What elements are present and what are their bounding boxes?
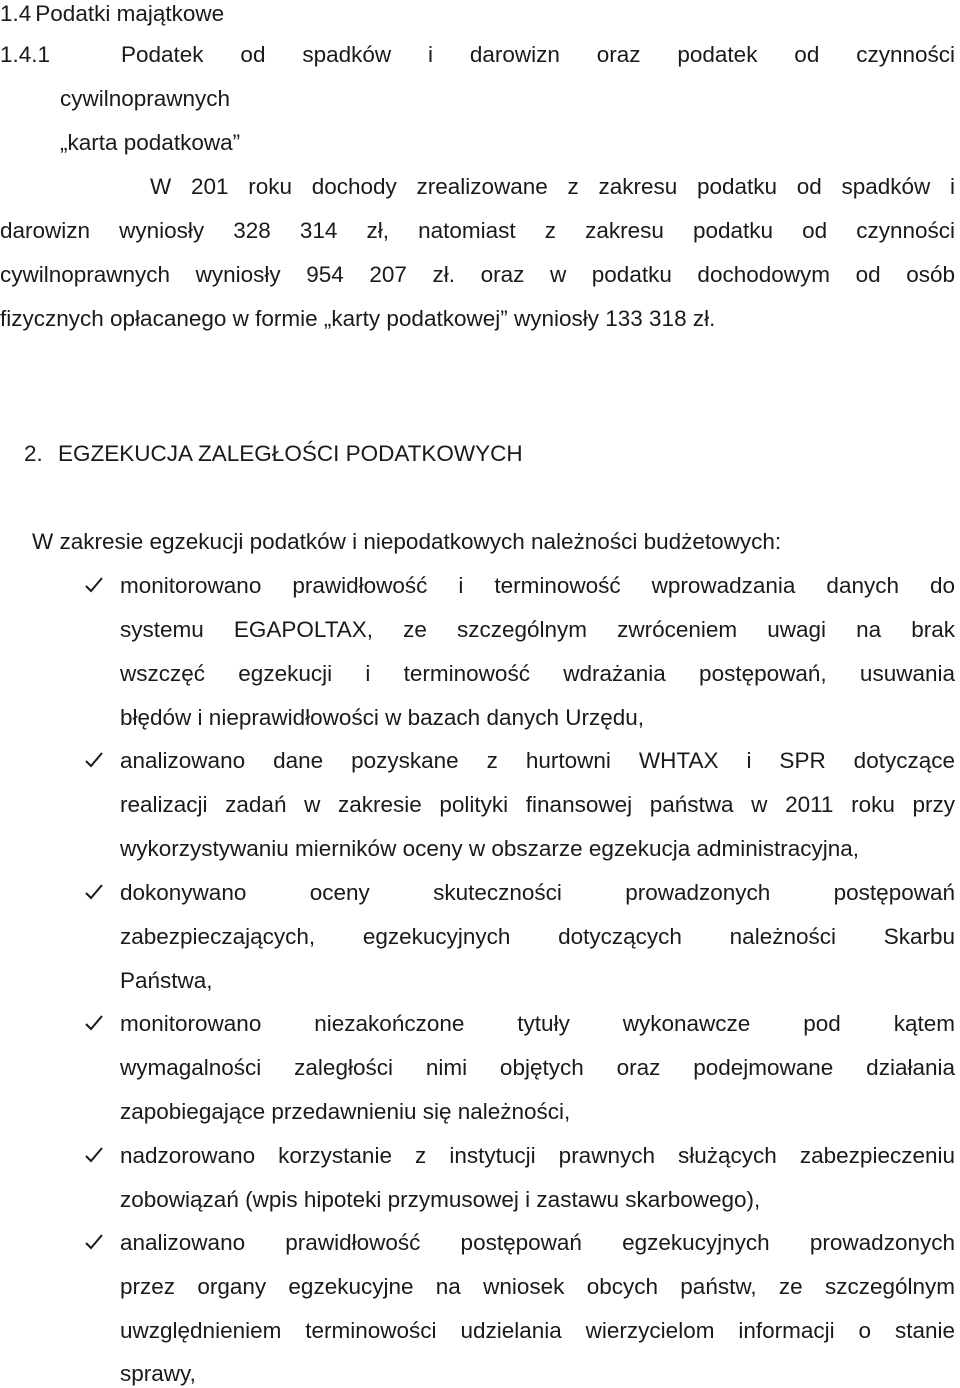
bullet-4-line-2: wymagalności zaległości nimi objętych oraz podejmowane działania — [120, 1055, 955, 1080]
checkmark-icon — [84, 879, 106, 907]
section-1-4-1-number: 1.4.1 — [0, 42, 51, 67]
bullet-1-line-4: błędów i nieprawidłowości w bazach danych Urzędu, — [120, 705, 645, 730]
checkmark-icon — [84, 1229, 106, 1257]
bullet-3-line-1: dokonywano oceny skuteczności prowadzonych postępowań — [120, 880, 955, 905]
section-1-4-number: 1.4 — [0, 1, 32, 26]
section-1-4-1-subtitle: „karta podatkowa” — [60, 130, 241, 155]
bullet-1-line-3: wszczęć egzekucji i terminowość wdrażania postępowań, usuwania — [120, 661, 955, 686]
bullet-6-line-1: analizowano prawidłowość postępowań egzekucyjnych prowadzonych — [120, 1230, 955, 1255]
bullet-6-line-2: przez organy egzekucyjne na wniosek obcych państw, ze szczególnym — [120, 1274, 955, 1299]
checkmark-icon — [84, 572, 106, 600]
bullet-2-line-2: realizacji zadań w zakresie polityki finansowej państwa w 2011 roku przy — [120, 792, 955, 817]
paragraph-line-4: fizycznych opłacanego w formie „karty podatkowej” wyniosły 133 318 zł. — [0, 306, 716, 331]
bullet-6-line-4: sprawy, — [120, 1361, 196, 1386]
bullet-1-line-1: monitorowano prawidłowość i terminowość wprowadzania danych do — [120, 573, 955, 598]
bullet-1-line-2: systemu EGAPOLTAX, ze szczególnym zwróceniem uwagi na brak — [120, 617, 955, 642]
bullet-6-line-3: uwzględnieniem terminowości udzielania wierzycielom informacji o stanie — [120, 1318, 955, 1343]
bullet-3-line-3: Państwa, — [120, 968, 213, 993]
checkmark-icon — [84, 1010, 106, 1038]
section-2-title: EGZEKUCJA ZALEGŁOŚCI PODATKOWYCH — [58, 441, 523, 466]
bullet-2-line-3: wykorzystywaniu mierników oceny w obszarze egzekucja administracyjna, — [120, 836, 860, 861]
bullet-4-line-3: zapobiegające przedawnieniu się należności, — [120, 1099, 571, 1124]
paragraph-line-2: darowizn wyniosły 328 314 zł, natomiast z zakresu podatku od czynności — [0, 218, 955, 243]
bullet-3-line-2: zabezpieczających, egzekucyjnych dotyczących należności Skarbu — [120, 924, 955, 949]
checkmark-icon — [84, 747, 106, 775]
section-2-number: 2. — [24, 441, 43, 466]
section-1-4-1-title-line2: cywilnoprawnych — [60, 86, 231, 111]
section-2-intro: W zakresie egzekucji podatków i niepodatkowych należności budżetowych: — [32, 529, 782, 554]
checkmark-icon — [84, 1142, 106, 1170]
section-1-4-heading — [0, 0, 224, 28]
bullet-4-line-1: monitorowano niezakończone tytuły wykonawcze pod kątem — [120, 1011, 955, 1036]
section-1-4-title: Podatki majątkowe — [35, 1, 225, 26]
paragraph-line-1: W 201 roku dochody zrealizowane z zakresu podatku od spadków i — [150, 174, 955, 199]
bullet-5-line-2: zobowiązań (wpis hipoteki przymusowej i zastawu skarbowego), — [120, 1187, 761, 1212]
bullet-2-line-1: analizowano dane pozyskane z hurtowni WHTAX i SPR dotyczące — [120, 748, 955, 773]
paragraph-line-3: cywilnoprawnych wyniosły 954 207 zł. oraz w podatku dochodowym od osób — [0, 262, 955, 287]
section-1-4-1-title-line1: Podatek od spadków i darowizn oraz podatek od czynności — [121, 42, 955, 67]
bullet-5-line-1: nadzorowano korzystanie z instytucji prawnych służących zabezpieczeniu — [120, 1143, 955, 1168]
